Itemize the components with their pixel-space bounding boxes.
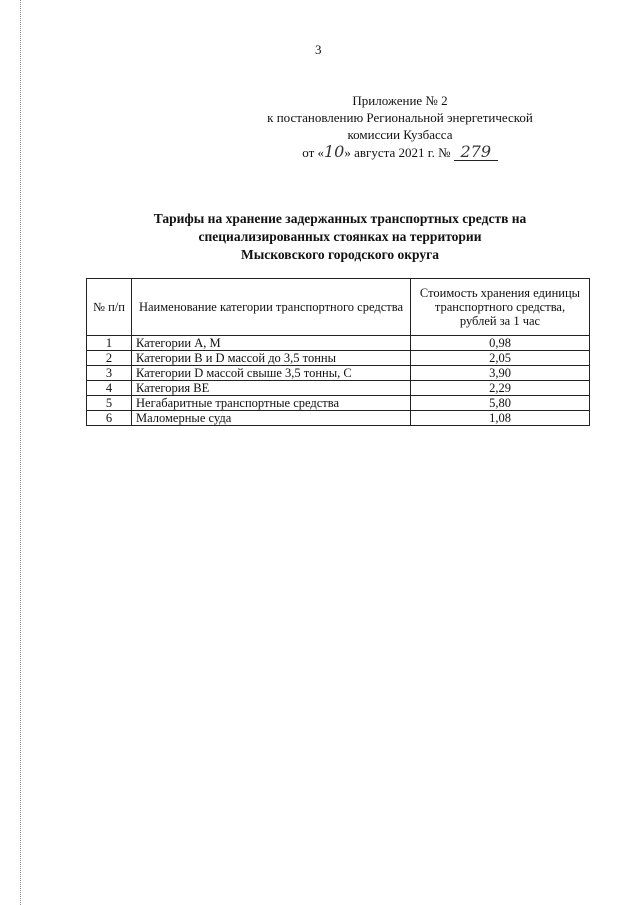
row-cost: 0,98: [411, 336, 590, 351]
title-line-1: Тарифы на хранение задержанных транспортных средств на: [153, 211, 527, 226]
appendix-date-line: [240, 143, 560, 161]
row-category: Категории В и D массой до 3,5 тонны: [132, 351, 411, 366]
row-cost: 2,29: [411, 381, 590, 396]
row-number: 4: [87, 381, 132, 396]
handwritten-day: 10: [324, 142, 345, 161]
title-line-3: Мысковского городского округа: [241, 247, 439, 262]
title-line-2: специализированных стоянках на территории: [198, 229, 482, 244]
row-number: 6: [87, 411, 132, 426]
appendix-header: [240, 92, 560, 161]
tariffs-table: [86, 278, 590, 426]
page-number: 3: [315, 42, 322, 57]
table-row: [87, 381, 590, 396]
row-cost: 1,08: [411, 411, 590, 426]
document-title: [90, 210, 590, 264]
table-header-row: [87, 279, 590, 336]
date-prefix: от «: [302, 145, 324, 160]
table-row: [87, 366, 590, 381]
header-category-name: Наименование категории транспортного средства: [132, 279, 411, 336]
row-category: Категории D массой свыше 3,5 тонны, С: [132, 366, 411, 381]
appendix-commission: комиссии Кузбасса: [347, 127, 453, 142]
row-category: Категории А, М: [132, 336, 411, 351]
table-row: [87, 351, 590, 366]
row-cost: 2,05: [411, 351, 590, 366]
row-category: Маломерные суда: [132, 411, 411, 426]
header-storage-cost: Стоимость хранения единицы транспортного средства, рублей за 1 час: [411, 279, 590, 336]
table-row: [87, 411, 590, 426]
table-row: [87, 396, 590, 411]
row-category: Негабаритные транспортные средства: [132, 396, 411, 411]
row-number: 5: [87, 396, 132, 411]
row-cost: 3,90: [411, 366, 590, 381]
table-row: [87, 336, 590, 351]
date-suffix: » августа 2021 г. №: [344, 145, 451, 160]
scan-edge-line: [20, 0, 21, 905]
appendix-resolution-ref: к постановлению Региональной энергетической: [267, 110, 533, 125]
row-number: 3: [87, 366, 132, 381]
row-cost: 5,80: [411, 396, 590, 411]
appendix-title: Приложение № 2: [352, 93, 448, 108]
row-category: Категория ВЕ: [132, 381, 411, 396]
row-number: 1: [87, 336, 132, 351]
header-number: № п/п: [87, 279, 132, 336]
handwritten-number: 279: [454, 143, 498, 161]
row-number: 2: [87, 351, 132, 366]
